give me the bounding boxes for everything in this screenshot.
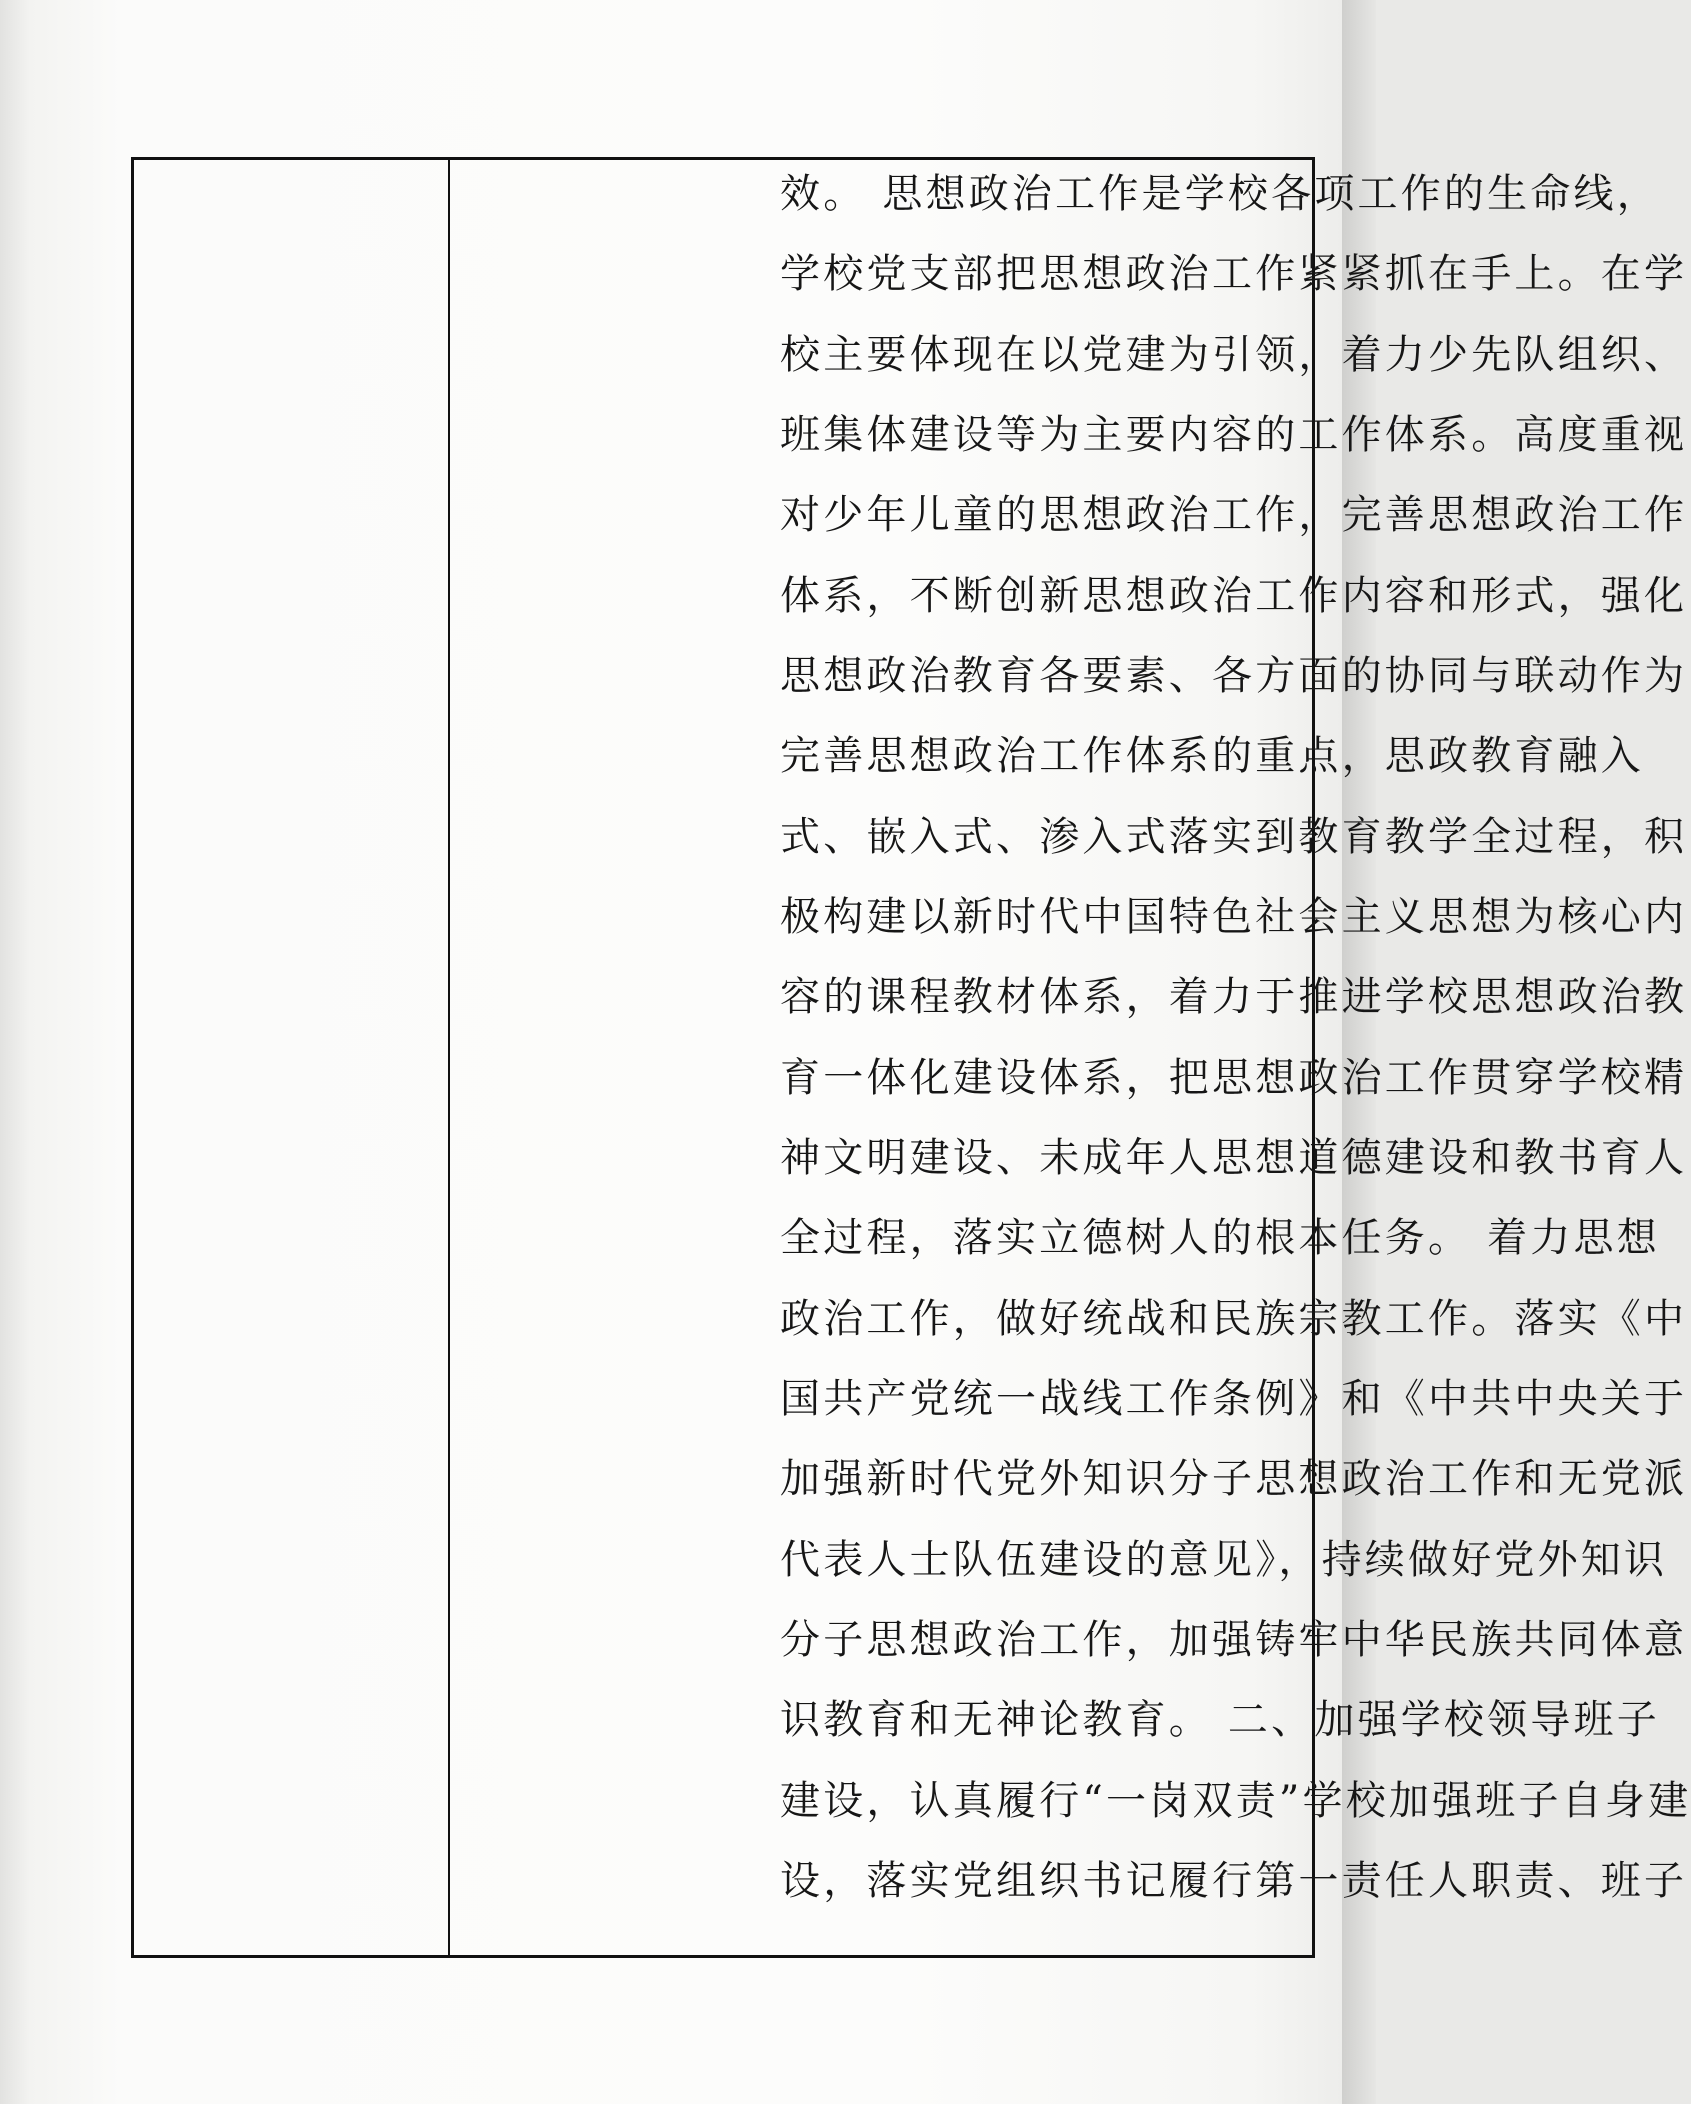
text-line: 国共产党统一战线工作条例》和《中共中央关于 — [780, 1376, 1688, 1422]
text-line: 分子思想政治工作，加强铸牢中华民族共同体意 — [780, 1617, 1688, 1663]
text-line: 神文明建设、未成年人思想道德建设和教书育人 — [780, 1135, 1688, 1181]
text-line: 思想政治教育各要素、各方面的协同与联动作为 — [780, 653, 1688, 699]
document-table — [131, 157, 1691, 1958]
text-line: 学校党支部把思想政治工作紧紧抓在手上。在学 — [780, 251, 1688, 297]
text-line: 加强新时代党外知识分子思想政治工作和无党派 — [780, 1456, 1688, 1502]
text-line: 设，落实党组织书记履行第一责任人职责、班子 — [780, 1858, 1688, 1904]
text-line: 校主要体现在以党建为引领，着力少先队组织、 — [780, 332, 1688, 378]
text-line: 识教育和无神论教育。 二、加强学校领导班子 — [780, 1697, 1660, 1743]
text-line: 容的课程教材体系，着力于推进学校思想政治教 — [780, 974, 1688, 1020]
text-line: 建设，认真履行“一岗双责”学校加强班子自身建 — [780, 1778, 1691, 1824]
table-right-cell — [450, 160, 1691, 1955]
text-line: 班集体建设等为主要内容的工作体系。高度重视 — [780, 412, 1688, 458]
text-line: 体系，不断创新思想政治工作内容和形式，强化 — [780, 573, 1688, 619]
text-line: 代表人士队伍建设的意见》，持续做好党外知识 — [780, 1537, 1668, 1583]
text-line: 完善思想政治工作体系的重点，思政教育融入 — [780, 733, 1644, 779]
text-line: 对少年儿童的思想政治工作，完善思想政治工作 — [780, 492, 1688, 538]
text-line: 育一体化建设体系，把思想政治工作贯穿学校精 — [780, 1055, 1688, 1101]
text-line: 全过程，落实立德树人的根本任务。 着力思想 — [780, 1215, 1660, 1261]
table-left-cell — [134, 160, 450, 1955]
text-line: 极构建以新时代中国特色社会主义思想为核心内 — [780, 894, 1688, 940]
text-line: 政治工作，做好统战和民族宗教工作。落实《中 — [780, 1296, 1688, 1342]
text-line: 效。 思想政治工作是学校各项工作的生命线， — [780, 171, 1660, 217]
text-line: 式、嵌入式、渗入式落实到教育教学全过程，积 — [780, 814, 1688, 860]
